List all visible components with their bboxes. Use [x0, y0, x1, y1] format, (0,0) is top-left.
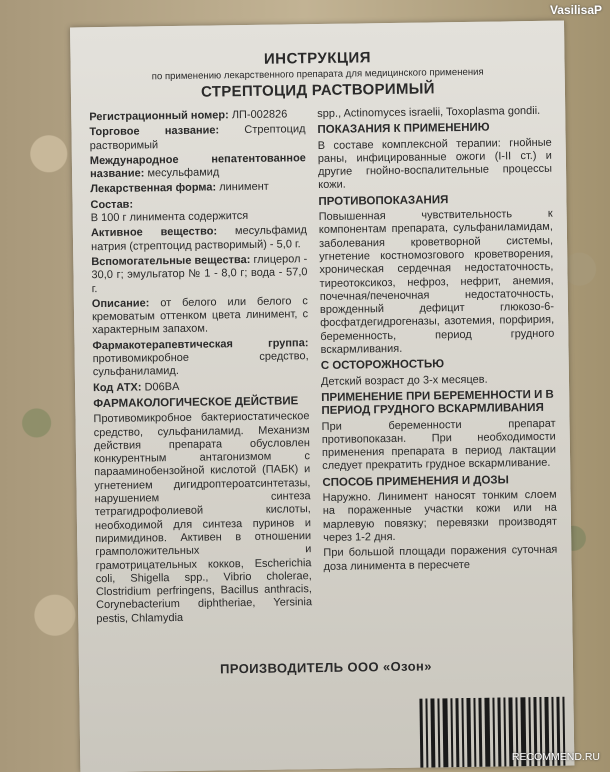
trade-label: Торговое название:: [89, 124, 220, 139]
composition-label: Состав:: [90, 198, 134, 211]
leaflet-title: ИНСТРУКЦИЯ: [263, 49, 372, 68]
active-substance: [91, 225, 307, 255]
manufacturer: ПРОИЗВОДИТЕЛЬ ООО «Озон»: [219, 658, 432, 677]
pregnancy-heading: ПРИМЕНЕНИЕ ПРИ БЕРЕМЕННОСТИ И В ПЕРИОД ГРУДНОГО ВСКАРМЛИВАНИЯ: [321, 388, 554, 418]
excip-label: Вспомогательные вещества:: [91, 253, 251, 269]
recommend-brand-text: RECOMMEND.RU: [511, 751, 600, 763]
composition-text: В 100 г линимента содержится: [90, 210, 249, 225]
registration-number: [89, 108, 305, 124]
contraindications-heading: ПРОТИВОПОКАЗАНИЯ: [318, 193, 449, 208]
pregnancy-text: При беременности препарат противопоказан. При необходимости применения препарата в период лактации следует прекратить грудное вскармливание.: [321, 417, 557, 473]
atc-label: Код АТХ:: [92, 381, 142, 394]
pharm-group: [92, 337, 309, 380]
dosage-form: [90, 181, 306, 197]
pharmacology-text: Противомикробное бактериостатическое средство, сульфаниламид. Механизм действия препарата обусловлен конкурентным антагонизмом с парааминобензойной кислотой (ПАБК) и угнетением дигидроптероатсинтетазы, нарушением синтеза тетрагидрофолиевой кислоты, необходимой для синтеза пуринов и пиримидинов. Активен в отношении грамположительных и грамотрицательных кокков, Escherichia coli, Shigella spp., Vibrio cholerae, Clostridium perfringens, Bacillus anthracis, Corynebacterium diphtheriae, Yersinia pestis, Chlamydia: [93, 410, 313, 625]
form-label: Лекарственная форма:: [90, 181, 217, 196]
left-column: [89, 108, 312, 628]
pharm-group-label: Фармакотерапевтическая группа:: [92, 336, 309, 352]
caution-heading: С ОСТОРОЖНОСТЬЮ: [320, 358, 445, 373]
description: [92, 295, 309, 338]
leaflet-subtitle: по применению лекарственного препарата для медицинского применения: [151, 66, 484, 83]
inn-label: Международное непатентованное название:: [89, 152, 306, 181]
indications-text: В составе комплексной терапии: гнойные раны, инфицированные ожоги (I-II ст.) и другие гнойно-воспалительные процессы кожи.: [317, 136, 553, 192]
atc-code: [93, 379, 309, 395]
dosage-text-2: При большой площади поражения суточная доза линимента в пересчете: [323, 543, 558, 573]
form-value: линимент: [219, 181, 269, 194]
desc-label: Описание:: [91, 297, 150, 311]
reg-label: Регистрационный номер:: [89, 109, 229, 124]
inn-name: [90, 152, 306, 182]
active-value: месульфамид натрия (стрептоцид растворимый) - 5,0 г.: [91, 224, 307, 253]
recommend-logo-icon: [512, 751, 600, 763]
excipients: [91, 253, 308, 296]
atc-value: D06BA: [144, 380, 180, 394]
trade-value: Стрептоцид растворимый: [89, 123, 306, 152]
drug-name: СТРЕПТОЦИД РАСТВОРИМЫЙ: [200, 80, 435, 101]
excip-value: глицерол - 30,0 г; эмульгатор № 1 - 8,0 г; вода - 57,0 г.: [91, 253, 308, 295]
caution-text: Детский возраст до 3-х месяцев.: [320, 373, 488, 388]
indications-heading: ПОКАЗАНИЯ К ПРИМЕНЕНИЮ: [317, 121, 490, 137]
right-column: [317, 105, 558, 576]
dosage-text: Наружно. Линимент наносят тонким слоем на пораженные участки кожи или на марлевую повязку; перевязки производят через 1-2 дня.: [322, 488, 558, 544]
instruction-leaflet: [70, 21, 574, 772]
leaflet-columns: [89, 105, 559, 671]
composition: [90, 196, 306, 226]
reg-value: ЛП-002826: [231, 108, 288, 122]
pharmacology-heading: ФАРМАКОЛОГИЧЕСКОЕ ДЕЙСТВИЕ: [93, 395, 299, 411]
watermark: VasilisaP: [549, 3, 602, 17]
trade-name: [89, 123, 305, 153]
contraindications-text: Повышенная чувствительность к компонентам препарата, сульфаниламидам, заболевания кроветворной системы, угнетение костномозгового кроветворения, хроническая сердечная недостаточность, тиреотоксикоз, нефроз, нефрит, анемия, почечная/печеночная недостаточность, врожденный дефицит глюкозо-6-фосфатдегидрогеназы, азотемия, порфирия, беременность, период грудного вскармливания.: [318, 207, 555, 357]
continued-text: spp., Actinomyces israelii, Toxoplasma gondii.: [317, 104, 541, 121]
active-label: Активное вещество:: [90, 225, 218, 240]
pharm-group-value: противомикробное средство, сульфаниламид.: [92, 350, 309, 379]
dosage-heading: СПОСОБ ПРИМЕНЕНИЯ И ДОЗЫ: [322, 474, 509, 489]
inn-value: месульфамид: [147, 166, 220, 180]
desc-value: от белого или белого с кремоватым оттенком цвета линимент, с характерным запахом.: [91, 295, 309, 337]
